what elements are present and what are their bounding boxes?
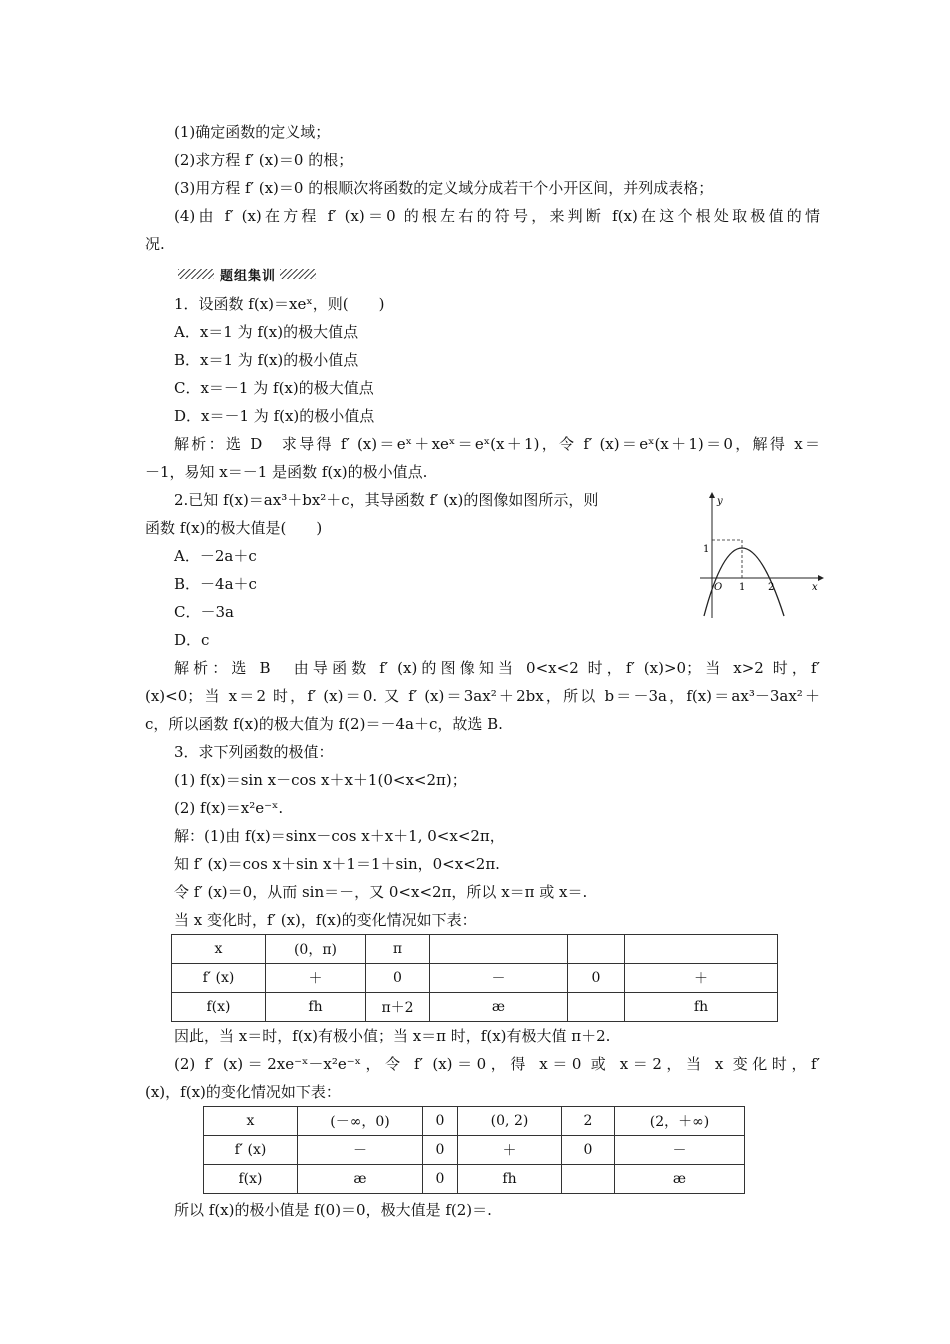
table-cell: 0 (423, 1136, 458, 1165)
y-axis-label: y (717, 496, 723, 507)
table-cell: 2 (562, 1107, 615, 1136)
table-cell: － (615, 1136, 745, 1165)
table-cell (430, 935, 568, 964)
q3-solution-4: 当 x 变化时，f′ (x)，f(x)的变化情况如下表： (174, 911, 477, 929)
q3-solution-2: 知 f′ (x)＝cos x＋sin x＋1＝1＋sin，0<x<2π. (174, 855, 500, 873)
origin-label: O (714, 582, 723, 593)
q2-option-a: A．－2a＋c (174, 547, 257, 565)
q3-solution-3: 令 f′ (x)＝0，从而 sin＝－，又 0<x<2π，所以 x＝π 或 x＝. (174, 883, 588, 901)
table-cell: π＋2 (366, 993, 430, 1022)
table-cell: 0 (423, 1165, 458, 1194)
step-3: (3)用方程 f′ (x)＝0 的根顺次将函数的定义域分成若干个小开区间，并列成表格； (174, 179, 714, 197)
hatch-decoration (280, 269, 316, 279)
q1-option-a: A．x＝1 为 f(x)的极大值点 (174, 323, 359, 341)
y-axis-arrow (709, 492, 715, 498)
table-cell: 0 (562, 1136, 615, 1165)
table-cell: － (430, 964, 568, 993)
table-row (172, 935, 778, 964)
x-tick-1: 1 (739, 582, 746, 593)
hatch-decoration (178, 269, 214, 279)
table-cell: π (366, 935, 430, 964)
x-tick-2: 2 (768, 582, 775, 593)
q1-stem: 1．设函数 f(x)＝xeˣ，则( ) (174, 295, 385, 313)
table-cell: f(x) (204, 1165, 298, 1194)
table-cell: f(x) (172, 993, 266, 1022)
table-cell: x (204, 1107, 298, 1136)
q3-solution-6: (2) f′ (x)＝2xe⁻ˣ－x²e⁻ˣ，令 f′ (x)＝0，得 x＝0 或 x＝2，当 x 变化时，f′ (174, 1055, 820, 1073)
q2-solution-line-3: c，所以函数 f(x)的极大值为 f(2)＝－4a＋c，故选 B. (145, 715, 503, 733)
table-cell: æ (298, 1165, 423, 1194)
q3-stem: 3．求下列函数的极值： (174, 743, 334, 761)
table-cell: f′ (x) (204, 1136, 298, 1165)
table-cell (568, 935, 625, 964)
table-row (172, 993, 778, 1022)
q2-solution-line-2: (x)<0；当 x＝2 时，f′ (x)＝0. 又 f′ (x)＝3ax²＋2bx，所以 b＝－3a，f(x)＝ax³－3ax²＋ (145, 687, 820, 705)
step-4-cont: 况. (145, 235, 165, 253)
table-cell: 0 (568, 964, 625, 993)
q1-option-b: B．x＝1 为 f(x)的极小值点 (174, 351, 359, 369)
x-axis-label: x (812, 582, 818, 593)
table-cell: ＋ (625, 964, 778, 993)
table-cell: f′ (x) (172, 964, 266, 993)
q1-option-c: C．x＝－1 为 f(x)的极大值点 (174, 379, 374, 397)
q2-option-c: C．－3a (174, 603, 234, 621)
table-cell (568, 993, 625, 1022)
q2-option-d: D．c (174, 631, 210, 649)
q3-solution-1: 解：(1)由 f(x)＝sinx－cos x＋x＋1, 0<x<2π， (174, 827, 505, 845)
step-2: (2)求方程 f′ (x)＝0 的根； (174, 151, 354, 169)
table-cell (562, 1165, 615, 1194)
q3-part-2: (2) f(x)＝x²e⁻ˣ. (174, 799, 284, 817)
variation-table-1 (171, 934, 778, 1022)
table-cell: x (172, 935, 266, 964)
table-cell: fh (458, 1165, 562, 1194)
table-cell: － (298, 1136, 423, 1165)
table-cell: fh (266, 993, 366, 1022)
table-cell: (0，π) (266, 935, 366, 964)
section-label: 题组集训 (220, 269, 277, 284)
q2-solution-line-1: 解析：选 B 由导函数 f′ (x)的图像知当 0<x<2 时，f′ (x)>0；当 x>2 时，f′ (174, 659, 820, 677)
q3-conclusion: 所以 f(x)的极小值是 f(0)＝0，极大值是 f(2)＝. (174, 1201, 492, 1219)
q2-stem-line-2: 函数 f(x)的极大值是( ) (145, 519, 323, 537)
section-header (178, 266, 318, 282)
table-cell: ＋ (458, 1136, 562, 1165)
table-cell: 0 (423, 1107, 458, 1136)
table-row (204, 1136, 745, 1165)
table-cell: æ (615, 1165, 745, 1194)
table-cell: (2，＋∞) (615, 1107, 745, 1136)
q3-solution-7: (x)，f(x)的变化情况如下表： (145, 1083, 341, 1101)
table-cell: ＋ (266, 964, 366, 993)
q3-part-1: (1) f(x)＝sin x－cos x＋x＋1(0<x<2π)； (174, 771, 467, 789)
q2-option-b: B．－4a＋c (174, 575, 257, 593)
table-cell: (－∞，0) (298, 1107, 423, 1136)
q3-solution-5: 因此，当 x＝时，f(x)有极小值；当 x＝π 时，f(x)有极大值 π＋2. (174, 1027, 611, 1045)
table-cell: fh (625, 993, 778, 1022)
step-4: (4)由 f′ (x)在方程 f′ (x)＝0 的根左右的符号，来判断 f(x)在这个根处取极值的情 (174, 207, 820, 225)
variation-table-2 (203, 1106, 745, 1194)
table-cell: (0, 2) (458, 1107, 562, 1136)
q1-solution-line-2: －1，易知 x＝－1 是函数 f(x)的极小值点. (145, 463, 428, 481)
y-tick-1: 1 (703, 544, 710, 555)
x-axis-arrow (818, 575, 824, 581)
table-cell (625, 935, 778, 964)
table-row (172, 964, 778, 993)
table-row (204, 1107, 745, 1136)
table-row (204, 1165, 745, 1194)
derivative-graph (700, 490, 825, 620)
q2-stem-line-1: 2.已知 f(x)＝ax³＋bx²＋c，其导函数 f′ (x)的图像如图所示，则 (174, 491, 599, 509)
q1-option-d: D．x＝－1 为 f(x)的极小值点 (174, 407, 375, 425)
table-cell: 0 (366, 964, 430, 993)
step-1: (1)确定函数的定义域； (174, 123, 331, 141)
table-cell: æ (430, 993, 568, 1022)
q1-solution-line-1: 解析：选 D 求导得 f′ (x)＝eˣ＋xeˣ＝eˣ(x＋1)，令 f′ (x)＝eˣ(x＋1)＝0，解得 x＝ (174, 435, 820, 453)
